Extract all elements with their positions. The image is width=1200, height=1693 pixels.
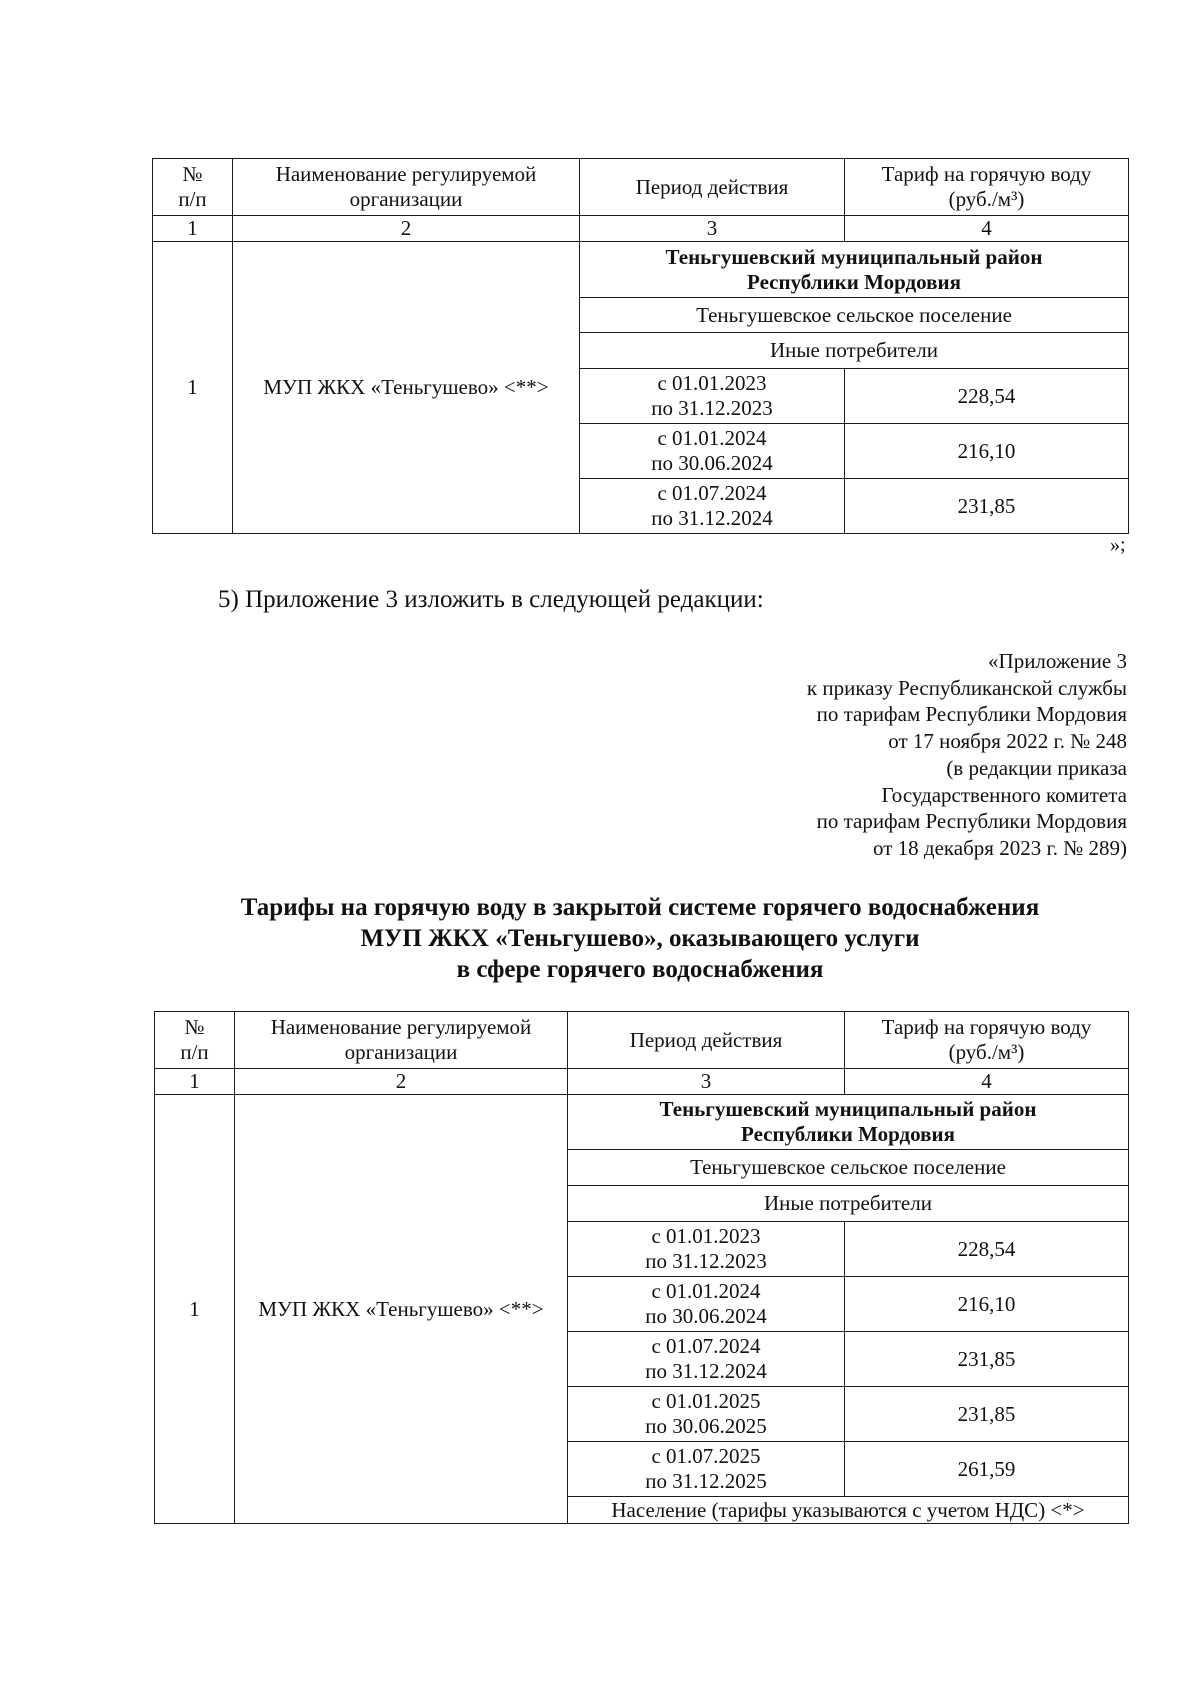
period-cell: с 01.07.2024 по 31.12.2024 — [568, 1332, 845, 1387]
settlement-header: Теньгушевское сельское поселение — [568, 1150, 1129, 1186]
district-header: Теньгушевский муниципальный район Республики Мордовия — [568, 1095, 1129, 1150]
column-number: 2 — [233, 216, 580, 242]
district-header: Теньгушевский муниципальный район Республики Мордовия — [580, 242, 1129, 298]
header-tariff: Тариф на горячую воду (руб./м³) — [845, 159, 1129, 216]
column-number: 3 — [580, 216, 845, 242]
header-period: Период действия — [568, 1012, 845, 1069]
tariff-table-1 — [152, 158, 1129, 534]
tariff-value: 231,85 — [845, 1387, 1129, 1442]
tariff-value: 216,10 — [845, 424, 1129, 479]
tariff-value: 228,54 — [845, 1222, 1129, 1277]
period-cell: с 01.07.2025 по 31.12.2025 — [568, 1442, 845, 1497]
table-header-row — [153, 159, 1129, 216]
period-cell: с 01.01.2025 по 30.06.2025 — [568, 1387, 845, 1442]
table-header-row — [155, 1012, 1129, 1069]
column-number: 1 — [155, 1069, 235, 1095]
period-cell: с 01.01.2023 по 31.12.2023 — [568, 1222, 845, 1277]
column-number: 4 — [845, 216, 1129, 242]
header-period: Период действия — [580, 159, 845, 216]
header-organization: Наименование регулируемой организации — [233, 159, 580, 216]
period-cell: с 01.01.2024 по 30.06.2024 — [580, 424, 845, 479]
tariff-value: 228,54 — [845, 369, 1129, 424]
column-number: 4 — [845, 1069, 1129, 1095]
header-number: № п/п — [153, 159, 233, 216]
column-number: 1 — [153, 216, 233, 242]
item-5-text: 5) Приложение 3 изложить в следующей редакции: — [218, 586, 764, 613]
column-number-row — [155, 1069, 1129, 1095]
organization-name: МУП ЖКХ «Теньгушево» <**> — [235, 1095, 568, 1524]
period-cell: с 01.01.2024 по 30.06.2024 — [568, 1277, 845, 1332]
tariff-value: 231,85 — [845, 1332, 1129, 1387]
header-organization: Наименование регулируемой организации — [235, 1012, 568, 1069]
row-number: 1 — [155, 1095, 235, 1524]
settlement-header: Теньгушевское сельское поселение — [580, 298, 1129, 333]
tariff-value: 261,59 — [845, 1442, 1129, 1497]
closing-quote: »; — [1110, 534, 1126, 556]
row-number: 1 — [153, 242, 233, 534]
tariff-table-2 — [154, 1011, 1129, 1524]
document-title: Тарифы на горячую воду в закрытой системе горячего водоснабжения МУП ЖКХ «Теньгушево», оказывающего услуги в сфере горячего водоснабжения — [240, 894, 1040, 983]
population-row: Население (тарифы указываются с учетом НДС) <*> — [568, 1497, 1129, 1524]
table-row — [153, 242, 1129, 298]
appendix-reference: «Приложение 3 к приказу Республиканской службы по тарифам Республики Мордовия от 17 ноября 2022 г. № 248 (в редакции приказа Государственного комитета по тарифам Республики Мордовия от 18 декабря 2023 г. № 289) — [806, 649, 1127, 860]
tariff-value: 216,10 — [845, 1277, 1129, 1332]
period-cell: с 01.01.2023 по 31.12.2023 — [580, 369, 845, 424]
column-number: 3 — [568, 1069, 845, 1095]
consumer-group: Иные потребители — [568, 1186, 1129, 1222]
table-row — [155, 1095, 1129, 1150]
consumer-group: Иные потребители — [580, 333, 1129, 369]
column-number-row — [153, 216, 1129, 242]
organization-name: МУП ЖКХ «Теньгушево» <**> — [233, 242, 580, 534]
period-cell: с 01.07.2024 по 31.12.2024 — [580, 479, 845, 534]
header-number: № п/п — [155, 1012, 235, 1069]
header-tariff: Тариф на горячую воду (руб./м³) — [845, 1012, 1129, 1069]
tariff-value: 231,85 — [845, 479, 1129, 534]
column-number: 2 — [235, 1069, 568, 1095]
